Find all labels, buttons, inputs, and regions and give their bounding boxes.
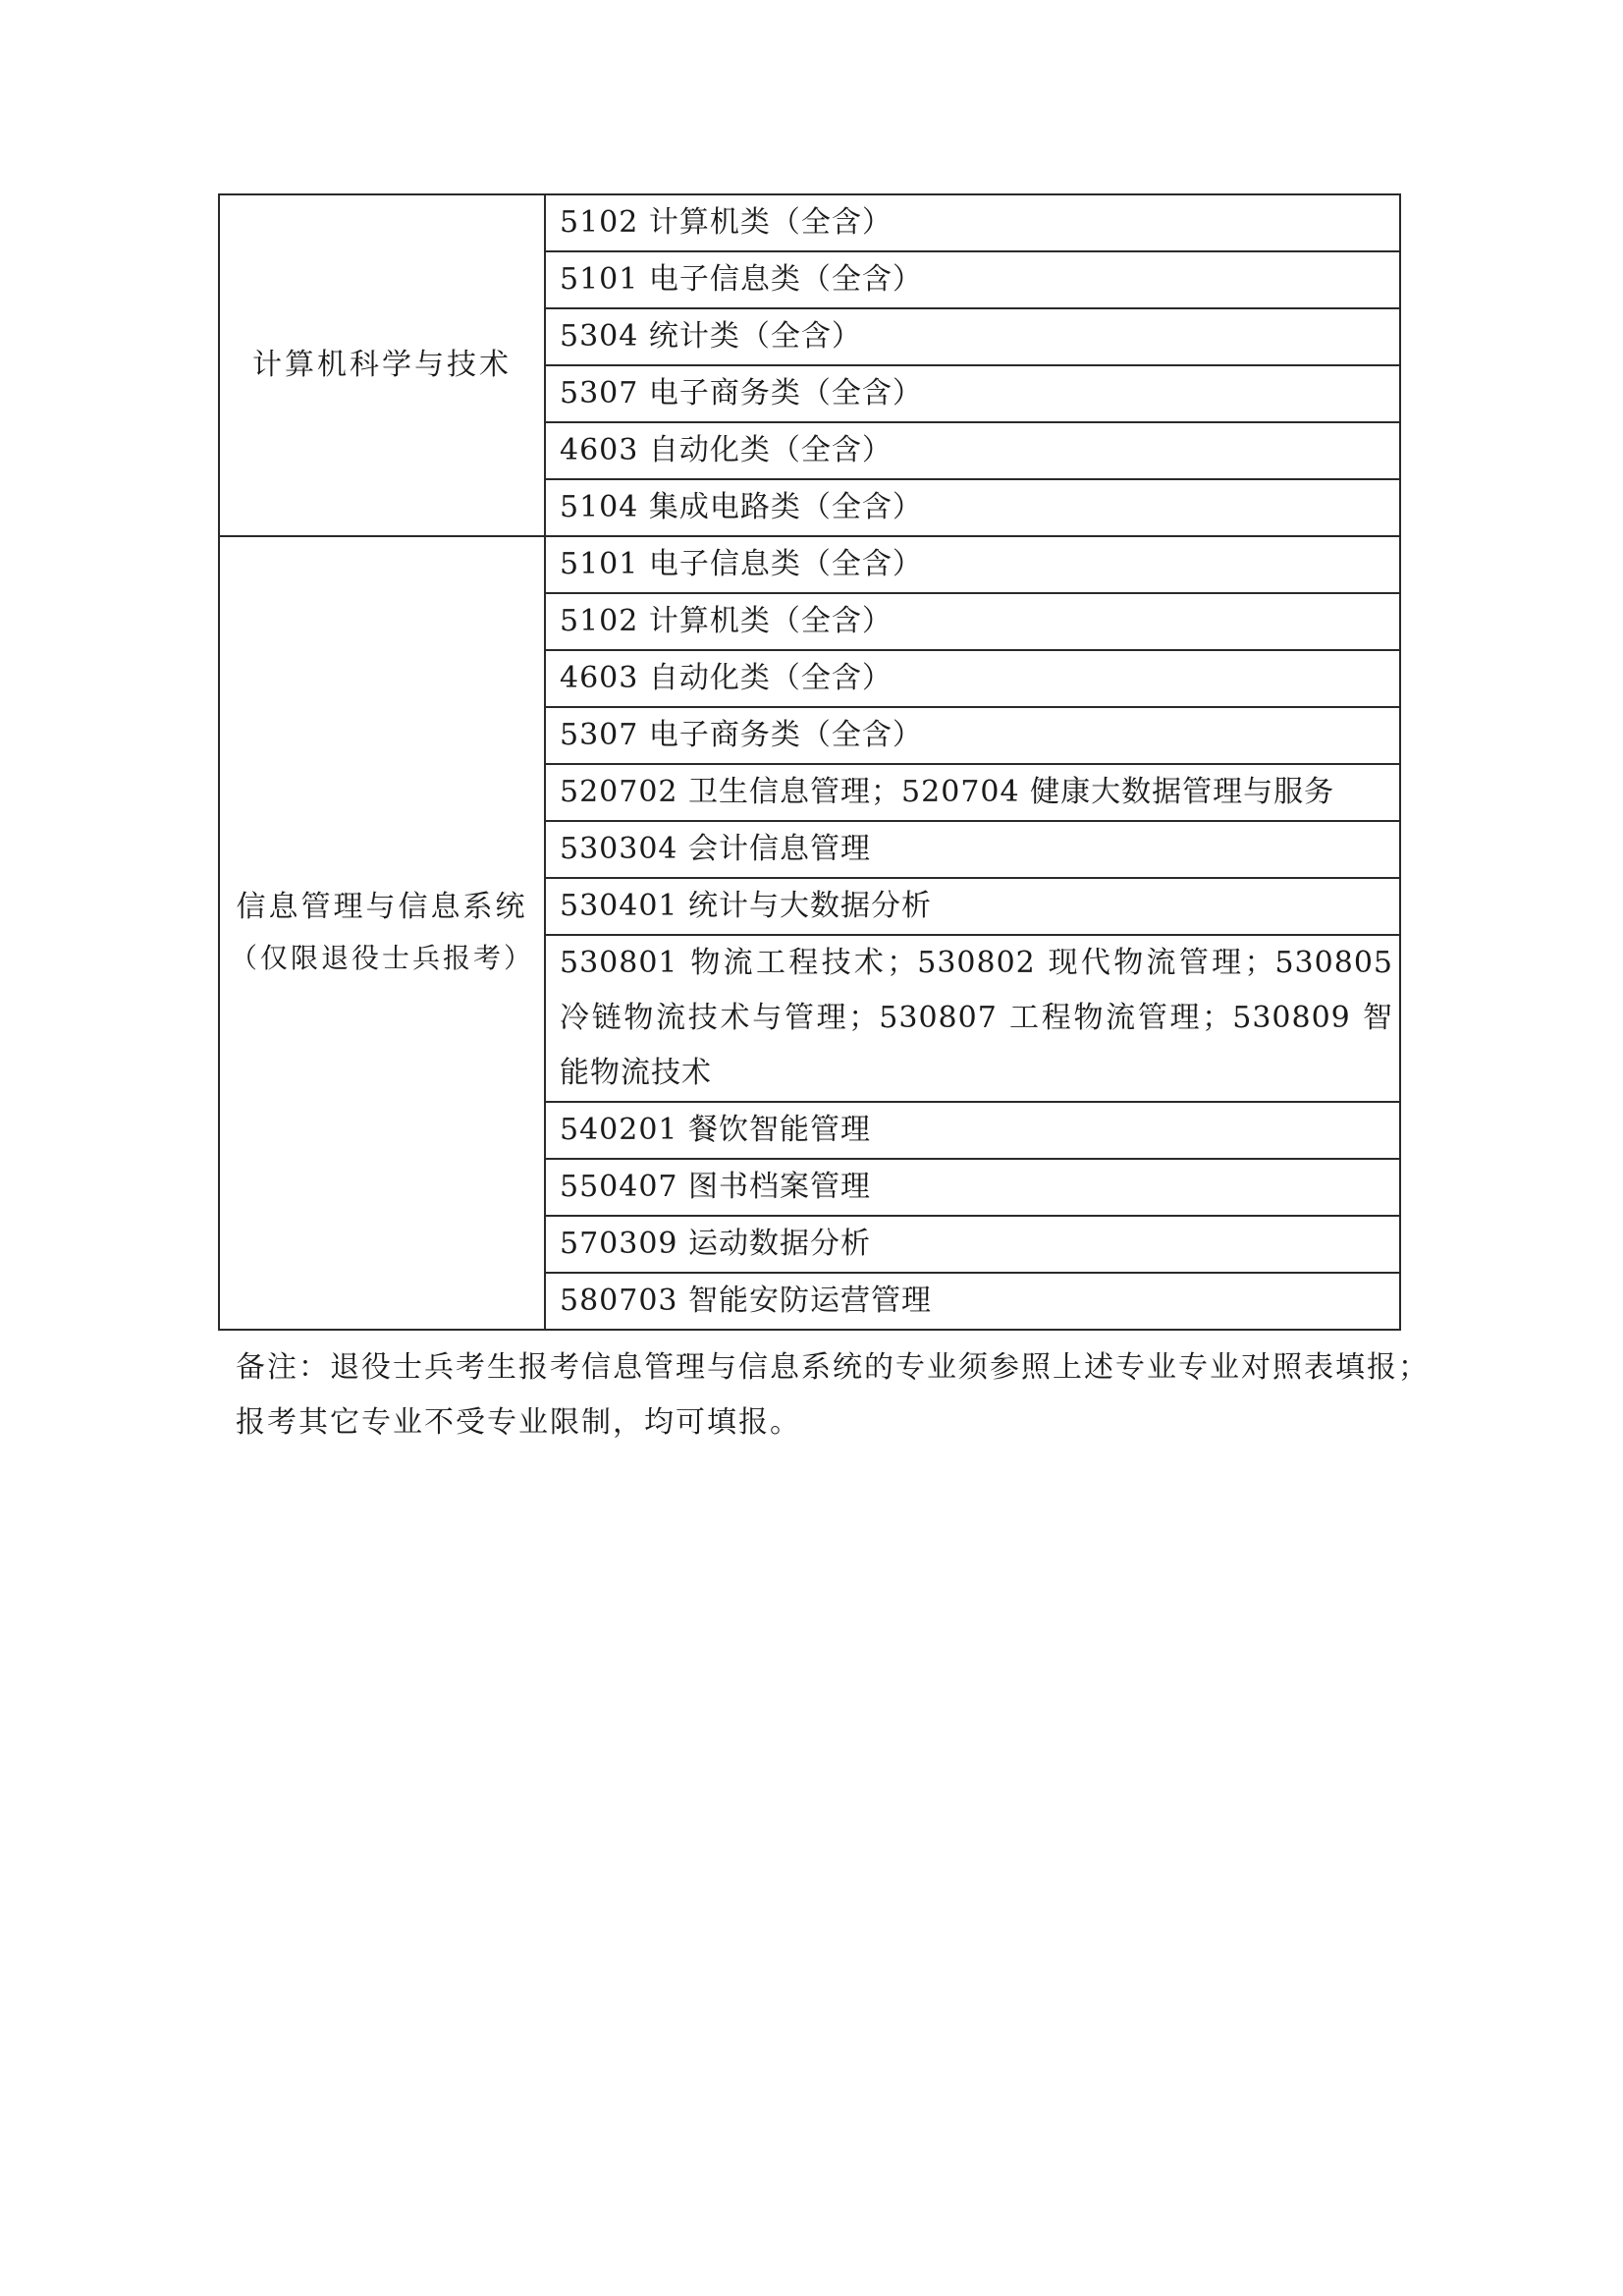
table-body: [219, 194, 1400, 1330]
group-name: 信息管理与信息系统: [236, 890, 528, 924]
major-item: 550407 图书档案管理: [545, 1159, 1400, 1216]
table-row: [219, 194, 1400, 251]
major-item: 5307 电子商务类（全含）: [545, 707, 1400, 764]
major-item: 5101 电子信息类（全含）: [545, 251, 1400, 308]
major-item: 5102 计算机类（全含）: [545, 593, 1400, 650]
major-item: 5307 电子商务类（全含）: [545, 365, 1400, 422]
group-cell-information-management: [219, 536, 545, 1330]
group-restriction-note: （仅限退役士兵报考）: [229, 942, 534, 974]
major-item: 5102 计算机类（全含）: [545, 194, 1400, 251]
remark-line-2: 报考其它专业不受专业限制，均可填报。: [236, 1405, 801, 1440]
remark-note: [236, 1340, 1492, 1450]
major-item: 580703 智能安防运营管理: [545, 1273, 1400, 1330]
table-row: [219, 536, 1400, 593]
major-item: 4603 自动化类（全含）: [545, 422, 1400, 479]
remark-line-1: 备注：退役士兵考生报考信息管理与信息系统的专业须参照上述专业专业对照表填报；: [236, 1350, 1430, 1385]
major-item: 5104 集成电路类（全含）: [545, 479, 1400, 536]
major-item: 520702 卫生信息管理；520704 健康大数据管理与服务: [545, 764, 1400, 821]
group-cell-computer-science: [219, 194, 545, 536]
major-item: 530304 会计信息管理: [545, 821, 1400, 878]
major-item: 530401 统计与大数据分析: [545, 878, 1400, 935]
major-item: 5101 电子信息类（全含）: [545, 536, 1400, 593]
major-item: 530801 物流工程技术；530802 现代物流管理；530805 冷链物流技术与管理；530807 工程物流管理；530809 智能物流技术: [545, 935, 1400, 1102]
major-item: 540201 餐饮智能管理: [545, 1102, 1400, 1159]
major-item: 4603 自动化类（全含）: [545, 650, 1400, 707]
major-mapping-table: [218, 193, 1401, 1331]
major-item: 570309 运动数据分析: [545, 1216, 1400, 1273]
group-name: 计算机科学与技术: [252, 348, 512, 382]
major-item: 5304 统计类（全含）: [545, 308, 1400, 365]
